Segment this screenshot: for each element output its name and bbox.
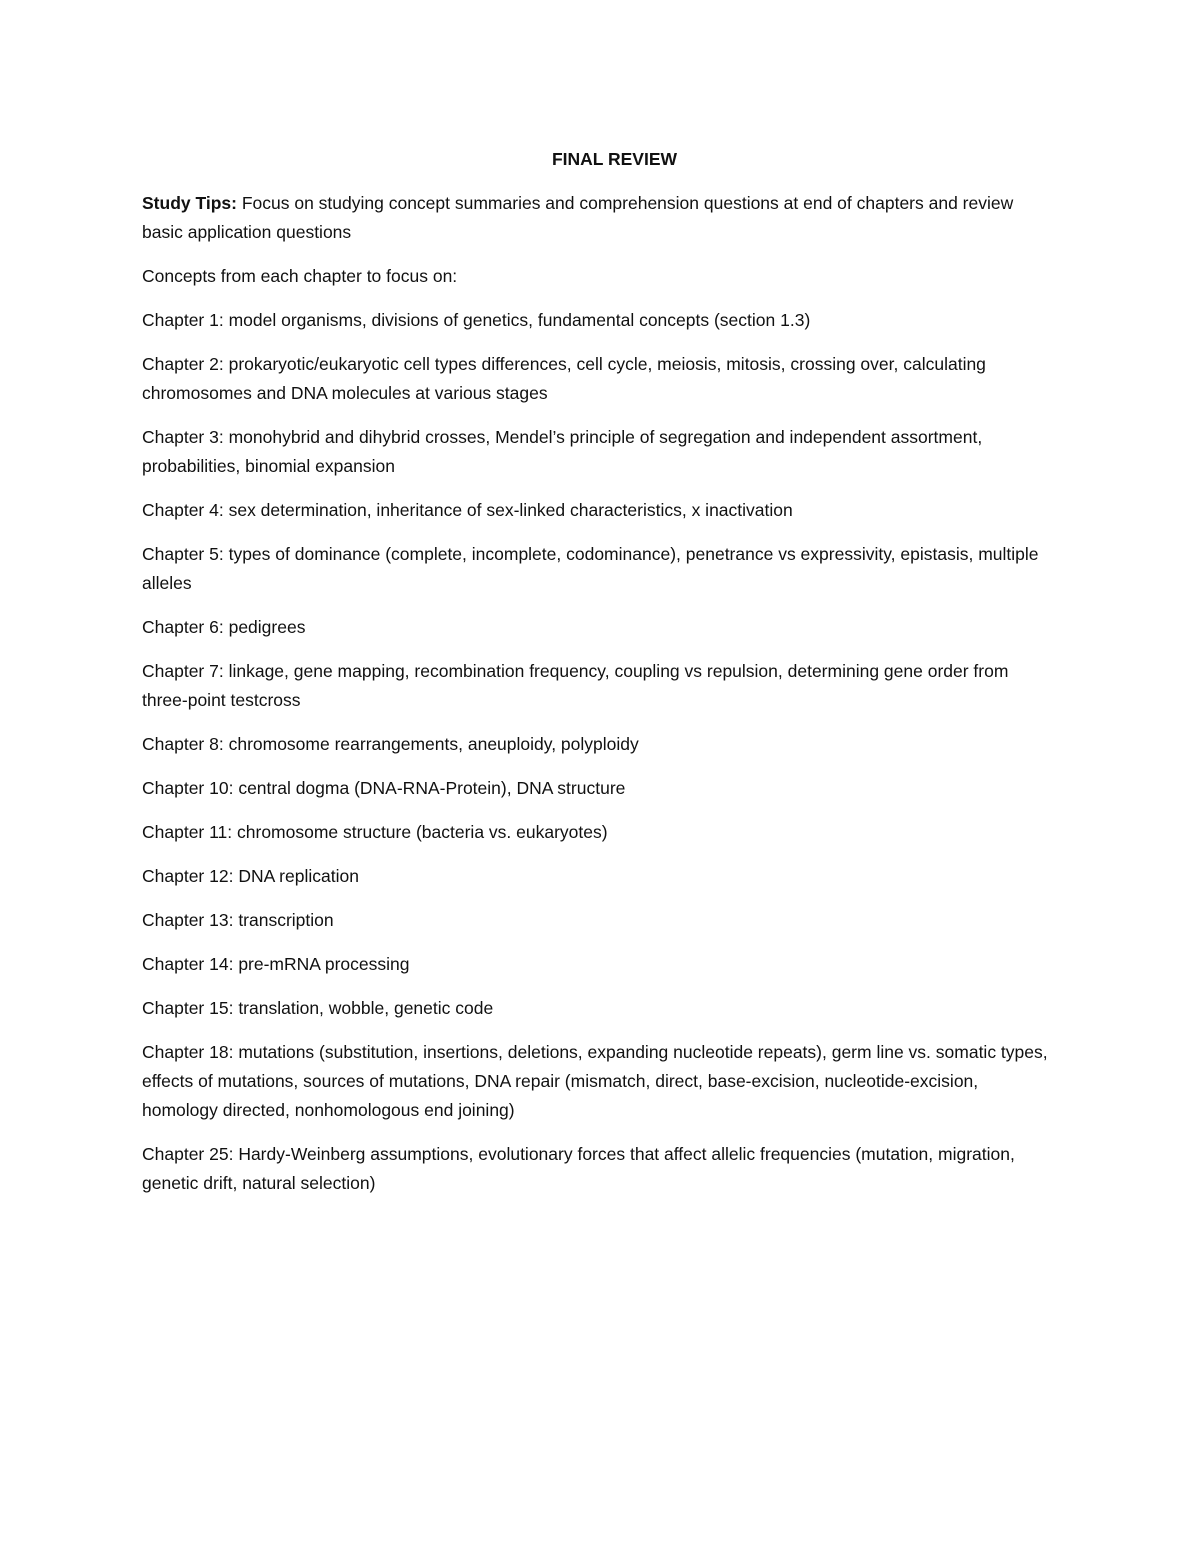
chapter-item xyxy=(142,774,1057,803)
chapter-item xyxy=(142,657,1057,715)
chapter-label: Chapter 18: xyxy=(142,1042,234,1062)
chapter-topics: monohybrid and dihybrid crosses, Mendel’s principle of segregation and independent assortment, probabilities, binomial expansion xyxy=(142,427,983,476)
chapter-item xyxy=(142,950,1057,979)
document-content xyxy=(142,145,1057,1213)
chapter-label: Chapter 7: xyxy=(142,661,224,681)
chapter-item xyxy=(142,994,1057,1023)
chapter-topics: pre-mRNA processing xyxy=(233,954,410,974)
chapter-topics: types of dominance (complete, incomplete, codominance), penetrance vs expressivity, epistasis, multiple alleles xyxy=(142,544,1039,593)
chapter-item xyxy=(142,306,1057,335)
chapter-topics: central dogma (DNA-RNA-Protein), DNA structure xyxy=(233,778,626,798)
chapter-topics: linkage, gene mapping, recombination frequency, coupling vs repulsion, determining gene order from three-point testcross xyxy=(142,661,1009,710)
chapter-item xyxy=(142,350,1057,408)
study-tips-paragraph xyxy=(142,189,1057,247)
chapter-item xyxy=(142,1038,1057,1125)
chapter-topics: sex determination, inheritance of sex-linked characteristics, x inactivation xyxy=(223,500,793,520)
chapter-topics: chromosome rearrangements, aneuploidy, polyploidy xyxy=(223,734,639,754)
chapter-label: Chapter 25: xyxy=(142,1144,234,1164)
chapter-label: Chapter 3: xyxy=(142,427,224,447)
chapter-label: Chapter 12: xyxy=(142,866,234,886)
chapter-item xyxy=(142,496,1057,525)
chapter-label: Chapter 15: xyxy=(142,998,234,1018)
chapter-topics: DNA replication xyxy=(233,866,359,886)
chapter-topics: Hardy-Weinberg assumptions, evolutionary forces that affect allelic frequencies (mutation, migration, genetic drift, natural selection) xyxy=(142,1144,1015,1193)
chapter-label: Chapter 2: xyxy=(142,354,224,374)
chapter-label: Chapter 11: xyxy=(142,822,233,842)
chapter-item xyxy=(142,1140,1057,1198)
chapter-label: Chapter 5: xyxy=(142,544,224,564)
chapter-topics: mutations (substitution, insertions, deletions, expanding nucleotide repeats), germ line vs. somatic types, effects of mutations, sources of mutations, DNA repair (mismatch, direct, base-excision, nucleotide-excision, homology directed, nonhomologous end joining) xyxy=(142,1042,1048,1120)
chapter-label: Chapter 10: xyxy=(142,778,234,798)
study-tips-label: Study Tips: xyxy=(142,193,237,213)
chapter-topics: model organisms, divisions of genetics, fundamental concepts (section 1.3) xyxy=(223,310,811,330)
chapter-label: Chapter 1: xyxy=(142,310,224,330)
chapter-item xyxy=(142,818,1057,847)
chapter-label: Chapter 8: xyxy=(142,734,224,754)
document-title: FINAL REVIEW xyxy=(551,149,678,169)
chapter-label: Chapter 14: xyxy=(142,954,234,974)
chapter-label: Chapter 6: xyxy=(142,617,224,637)
chapter-topics: prokaryotic/eukaryotic cell types differences, cell cycle, meiosis, mitosis, crossing over, calculating chromosomes and DNA molecules at various stages xyxy=(142,354,986,403)
chapter-list xyxy=(142,306,1057,1198)
chapter-item xyxy=(142,423,1057,481)
chapter-label: Chapter 4: xyxy=(142,500,224,520)
chapter-topics: translation, wobble, genetic code xyxy=(233,998,494,1018)
chapter-topics: chromosome structure (bacteria vs. eukaryotes) xyxy=(232,822,608,842)
chapter-topics: transcription xyxy=(233,910,334,930)
chapter-item xyxy=(142,862,1057,891)
chapter-topics: pedigrees xyxy=(223,617,306,637)
chapter-item xyxy=(142,730,1057,759)
chapter-label: Chapter 13: xyxy=(142,910,234,930)
chapter-item xyxy=(142,906,1057,935)
chapter-item xyxy=(142,613,1057,642)
chapters-intro: Concepts from each chapter to focus on: xyxy=(142,266,458,286)
study-tips-text: Focus on studying concept summaries and comprehension questions at end of chapters and review basic application questions xyxy=(142,193,1014,242)
chapter-item xyxy=(142,540,1057,598)
